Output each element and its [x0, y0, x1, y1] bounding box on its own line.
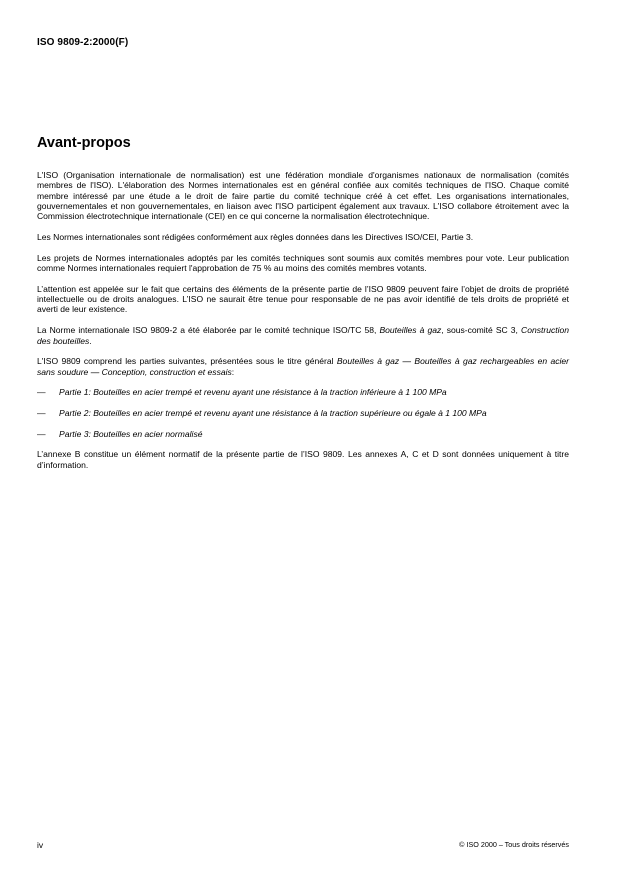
dash-bullet: — [37, 428, 46, 439]
parts-intro-colon: : [231, 366, 235, 377]
foreword-body [37, 170, 569, 480]
general-title: Bouteilles à gaz — Bouteilles à gaz rechargeables en acier sans soudure — Conception, construction et essais [37, 356, 569, 377]
paragraph-patent-rights: L’attention est appelée sur le fait que certains des éléments de la présente partie de l’ISO 9809 peuvent faire l’objet de droits de propriété intellectuelle ou de droits analogues. L’ISO ne saurait être tenue pour responsable de ne pas avoir identifié de tels droits de propriété et averti de leur existence. [37, 283, 569, 315]
subcommittee-name: Construction des bouteilles [37, 325, 569, 346]
list-item-part-1 [37, 387, 569, 397]
paragraph-parts-intro [37, 356, 569, 377]
committee-name: Bouteilles à gaz [379, 325, 442, 336]
dash-bullet: — [37, 387, 46, 398]
paragraph-voting: Les projets de Normes internationales adoptés par les comités techniques sont soumis aux comités membres pour vote. Leur publication comme Normes internationales requiert l'approbation de 75 % au moins des comités membres votants. [37, 252, 569, 274]
paragraph-annexes: L’annexe B constitue un élément normatif de la présente partie de l’ISO 9809. Les annexes A, C et D sont données uniquement à titre d’information. [37, 449, 569, 470]
list-item-part-2 [37, 408, 569, 418]
list-item-part-3 [37, 429, 569, 439]
list-item-text: Partie 3: Bouteilles en acier normalisé [59, 428, 203, 439]
list-item-text: Partie 1: Bouteilles en acier trempé et revenu ayant une résistance à la traction inférieure à 1 100 MPa [59, 387, 447, 398]
page-number: iv [37, 840, 44, 850]
paragraph-directives: Les Normes internationales sont rédigées conformément aux règles données dans les Directives ISO/CEI, Partie 3. [37, 232, 474, 243]
page-title: Avant-propos [37, 135, 131, 151]
dash-bullet: — [37, 407, 46, 418]
parts-intro-text: L'ISO 9809 comprend les parties suivantes, présentées sous le titre général [37, 356, 337, 367]
committee-text-a: La Norme internationale ISO 9809-2 a été élaborée par le comité technique ISO/TC 58, [37, 325, 380, 336]
committee-text-c: . [89, 335, 92, 346]
committee-text-b: , sous-comité SC 3, [441, 325, 522, 336]
copyright-notice: © ISO 2000 – Tous droits réservés [459, 840, 569, 849]
paragraph-committee [37, 325, 569, 346]
paragraph-iso-organisation: L'ISO (Organisation internationale de normalisation) est une fédération mondiale d'organismes nationaux de normalisation (comités membres de l'ISO). L'élaboration des Normes internationales est en général confiée aux comités techniques de l'ISO. Chaque comité membre intéressé par une étude a le droit de faire partie du comité technique créé à cet effet. Les organisations internationales, gouvernementales et non gouvernementales, en liaison avec l'ISO participent également aux travaux. L'ISO collabore étroitement avec la Commission électrotechnique internationale (CEI) en ce qui concerne la normalisation électrotechnique. [37, 170, 569, 222]
list-item-text: Partie 2: Bouteilles en acier trempé et revenu ayant une résistance à la traction supérieure ou égale à 1 100 MPa [59, 407, 487, 418]
document-id: ISO 9809-2:2000(F) [37, 37, 129, 48]
